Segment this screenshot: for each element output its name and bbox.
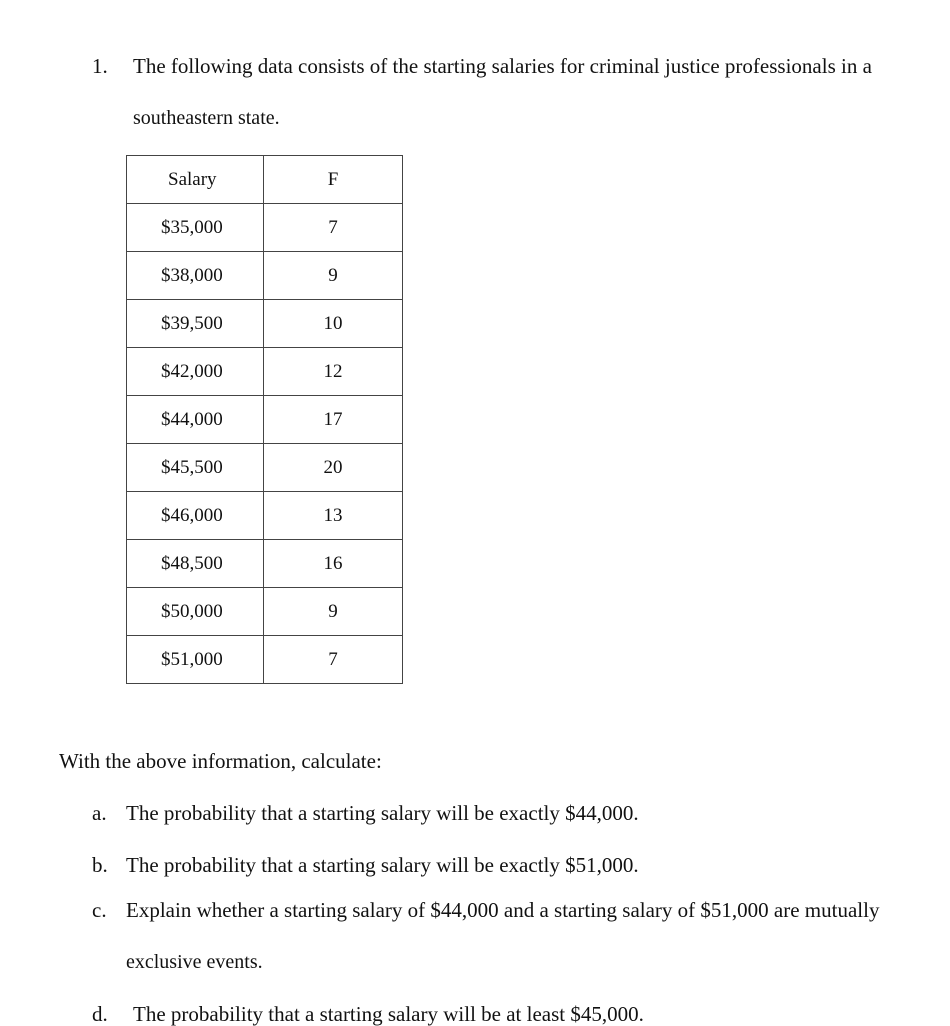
question-text-line-1: The following data consists of the starting salaries for criminal justice professionals in a: [133, 54, 872, 78]
question-text-line-2: southeastern state.: [133, 107, 280, 129]
table-row: [127, 636, 403, 684]
salary-cell: $50,000: [127, 588, 264, 636]
salary-frequency-table: [126, 155, 403, 684]
frequency-cell: 9: [264, 588, 403, 636]
table-row: [127, 300, 403, 348]
table-row: [127, 204, 403, 252]
item-c-text-continued: exclusive events.: [126, 951, 263, 973]
table-header-row: [127, 156, 403, 204]
salary-cell: $38,000: [127, 252, 264, 300]
salary-cell: $44,000: [127, 396, 264, 444]
item-c-text: Explain whether a starting salary of $44,000 and a starting salary of $51,000 are mutually: [126, 898, 880, 922]
frequency-cell: 13: [264, 492, 403, 540]
item-c-label: c.: [92, 898, 107, 922]
salary-cell: $45,500: [127, 444, 264, 492]
item-d-label: d.: [92, 1002, 108, 1026]
table-row: [127, 588, 403, 636]
question-number: 1.: [92, 54, 108, 78]
table-row: [127, 444, 403, 492]
header-salary: Salary: [127, 156, 264, 204]
instructions-intro: With the above information, calculate:: [59, 749, 382, 773]
frequency-cell: 7: [264, 636, 403, 684]
item-b-label: b.: [92, 853, 108, 877]
frequency-cell: 7: [264, 204, 403, 252]
table-row: [127, 348, 403, 396]
item-b-text: The probability that a starting salary will be exactly $51,000.: [126, 853, 639, 877]
table-row: [127, 540, 403, 588]
salary-cell: $35,000: [127, 204, 264, 252]
frequency-cell: 10: [264, 300, 403, 348]
salary-cell: $39,500: [127, 300, 264, 348]
frequency-cell: 17: [264, 396, 403, 444]
item-a-label: a.: [92, 801, 107, 825]
item-a-text: The probability that a starting salary will be exactly $44,000.: [126, 801, 639, 825]
frequency-cell: 20: [264, 444, 403, 492]
item-d-text: The probability that a starting salary will be at least $45,000.: [133, 1002, 644, 1026]
table-row: [127, 492, 403, 540]
salary-cell: $48,500: [127, 540, 264, 588]
table-row: [127, 396, 403, 444]
table-row: [127, 252, 403, 300]
frequency-cell: 12: [264, 348, 403, 396]
salary-cell: $42,000: [127, 348, 264, 396]
salary-cell: $46,000: [127, 492, 264, 540]
header-frequency: F: [264, 156, 403, 204]
salary-cell: $51,000: [127, 636, 264, 684]
frequency-cell: 16: [264, 540, 403, 588]
frequency-cell: 9: [264, 252, 403, 300]
